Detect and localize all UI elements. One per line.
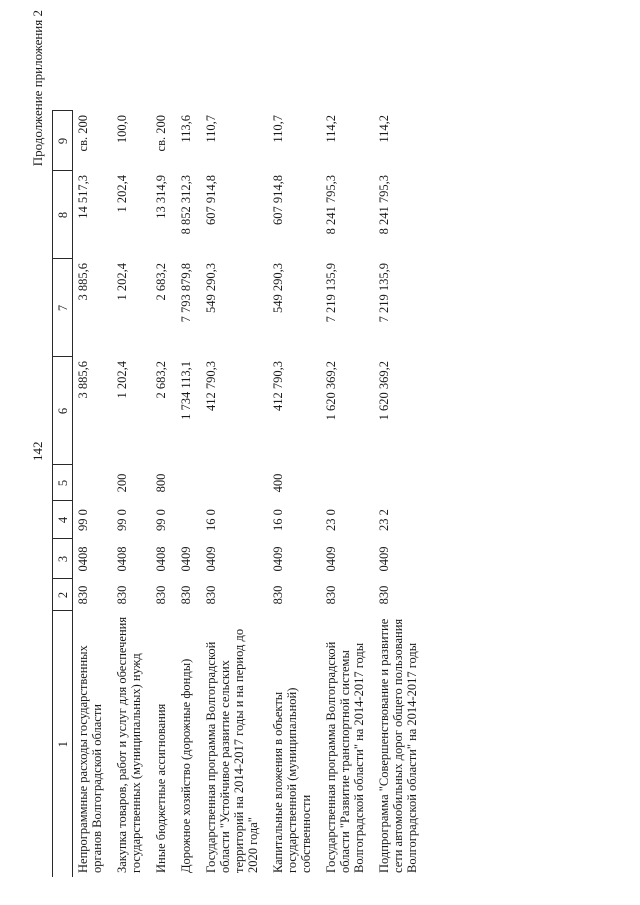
cell-col-2: 830: [204, 585, 218, 605]
row-name-cell: Государственная программа Волгоградской области "Устойчивое развитие сельских территорий на 2014-2017 годы и на период до 2020 года": [204, 628, 260, 873]
table-row: [201, 111, 268, 877]
cell-col-3: 0409: [377, 546, 391, 572]
cell-col-6: 412 790,3: [271, 361, 285, 411]
table-row: [321, 111, 374, 877]
cell-col-5: 200: [115, 473, 129, 493]
row-name-cell: Подпрограмма "Совершенствование и развитие сети автомобильных дорог общего пользования Волгоградской области" на 2014-2017 годы: [377, 618, 419, 873]
cell-col-2: 830: [377, 585, 391, 605]
cell-col-2: 830: [76, 585, 90, 605]
column-header-8: 8: [53, 171, 73, 259]
cell-col-9: 114,2: [377, 115, 391, 143]
cell-col-3: 0409: [271, 546, 285, 572]
column-header-7: 7: [53, 259, 73, 357]
row-name-cell: Непрограммные расходы государственных органов Волгоградской области: [76, 645, 104, 873]
row-name-cell: Государственная программа Волгоградской области "Развитие транспортной системы Волгоградской области" на 2014-2017 годы: [324, 641, 366, 873]
cell-col-6: 412 790,3: [204, 361, 218, 411]
cell-col-4: 99 0: [76, 509, 90, 531]
cell-col-4: 16 0: [271, 509, 285, 531]
row-name-cell: Иные бюджетные ассигнования: [154, 703, 168, 873]
cell-col-5: [321, 465, 374, 501]
cell-col-3: 0409: [179, 546, 193, 572]
cell-col-6: 1 202,4: [115, 361, 129, 399]
appendix-note: Продолжение приложения 2: [30, 10, 45, 167]
cell-col-4: [176, 501, 201, 539]
cell-col-4: 23 0: [324, 509, 338, 531]
cell-col-3: 0409: [204, 546, 218, 572]
cell-col-5: [176, 465, 201, 501]
cell-col-7: 549 290,3: [271, 263, 285, 313]
cell-col-3: 0409: [324, 546, 338, 572]
table-row: [268, 111, 321, 877]
cell-col-6: 2 683,2: [154, 361, 168, 399]
row-name-cell: Капитальные вложения в объекты государственной (муниципальной) собственности: [271, 687, 313, 873]
cell-col-5: [201, 465, 268, 501]
cell-col-7: 7 219 135,9: [324, 263, 338, 323]
table-body: [73, 111, 428, 877]
cell-col-9: св. 200: [76, 115, 90, 152]
cell-col-5: [374, 465, 427, 501]
cell-col-2: 830: [115, 585, 129, 605]
cell-col-6: 3 885,6: [76, 361, 90, 399]
table-row: [151, 111, 176, 877]
column-header-row: [53, 111, 73, 877]
cell-col-8: 607 914,8: [204, 175, 218, 225]
cell-col-2: 830: [154, 585, 168, 605]
column-header-9: 9: [53, 111, 73, 171]
cell-col-7: 7 793 879,8: [179, 263, 193, 323]
cell-col-8: 1 202,4: [115, 175, 129, 213]
cell-col-9: 113,6: [179, 115, 193, 143]
cell-col-2: 830: [179, 585, 193, 605]
cell-col-7: 1 202,4: [115, 263, 129, 301]
cell-col-7: 2 683,2: [154, 263, 168, 301]
cell-col-2: 830: [324, 585, 338, 605]
cell-col-8: 8 241 795,3: [324, 175, 338, 235]
cell-col-8: 607 914,8: [271, 175, 285, 225]
budget-table: [52, 111, 427, 878]
column-header-2: 2: [53, 579, 73, 611]
row-name-cell: Дорожное хозяйство (дорожные фонды): [179, 658, 193, 873]
column-header-3: 3: [53, 539, 73, 579]
cell-col-8: 8 852 312,3: [179, 175, 193, 235]
page-number: 142: [30, 441, 45, 461]
column-header-5: 5: [53, 465, 73, 501]
column-header-4: 4: [53, 501, 73, 539]
cell-col-6: 1 620 369,2: [377, 361, 391, 421]
table-row: [112, 111, 151, 877]
cell-col-3: 0408: [76, 546, 90, 572]
cell-col-3: 0408: [115, 546, 129, 572]
cell-col-8: 13 314,9: [154, 175, 168, 219]
table-row: [73, 111, 113, 877]
cell-col-9: св. 200: [154, 115, 168, 152]
cell-col-2: 830: [271, 585, 285, 605]
cell-col-4: 99 0: [115, 509, 129, 531]
cell-col-7: 7 219 135,9: [377, 263, 391, 323]
cell-col-9: 110,7: [204, 115, 218, 143]
cell-col-9: 110,7: [271, 115, 285, 143]
cell-col-4: 23 2: [377, 509, 391, 531]
cell-col-4: 16 0: [204, 509, 218, 531]
row-name-cell: Закупка товаров, работ и услуг для обеспечения государственных (муниципальных) нужд: [115, 616, 143, 873]
cell-col-8: 14 517,3: [76, 175, 90, 219]
cell-col-9: 114,2: [324, 115, 338, 143]
cell-col-6: 1 620 369,2: [324, 361, 338, 421]
column-header-6: 6: [53, 357, 73, 465]
cell-col-3: 0408: [154, 546, 168, 572]
cell-col-7: 3 885,6: [76, 263, 90, 301]
table-row: [374, 111, 427, 877]
cell-col-7: 549 290,3: [204, 263, 218, 313]
cell-col-5: [73, 465, 113, 501]
cell-col-8: 8 241 795,3: [377, 175, 391, 235]
table-row: [176, 111, 201, 877]
cell-col-9: 100,0: [115, 115, 129, 144]
column-header-1: 1: [53, 611, 73, 877]
cell-col-5: 800: [154, 473, 168, 493]
cell-col-6: 1 734 113,1: [179, 361, 193, 420]
cell-col-4: 99 0: [154, 509, 168, 531]
cell-col-5: 400: [271, 473, 285, 493]
